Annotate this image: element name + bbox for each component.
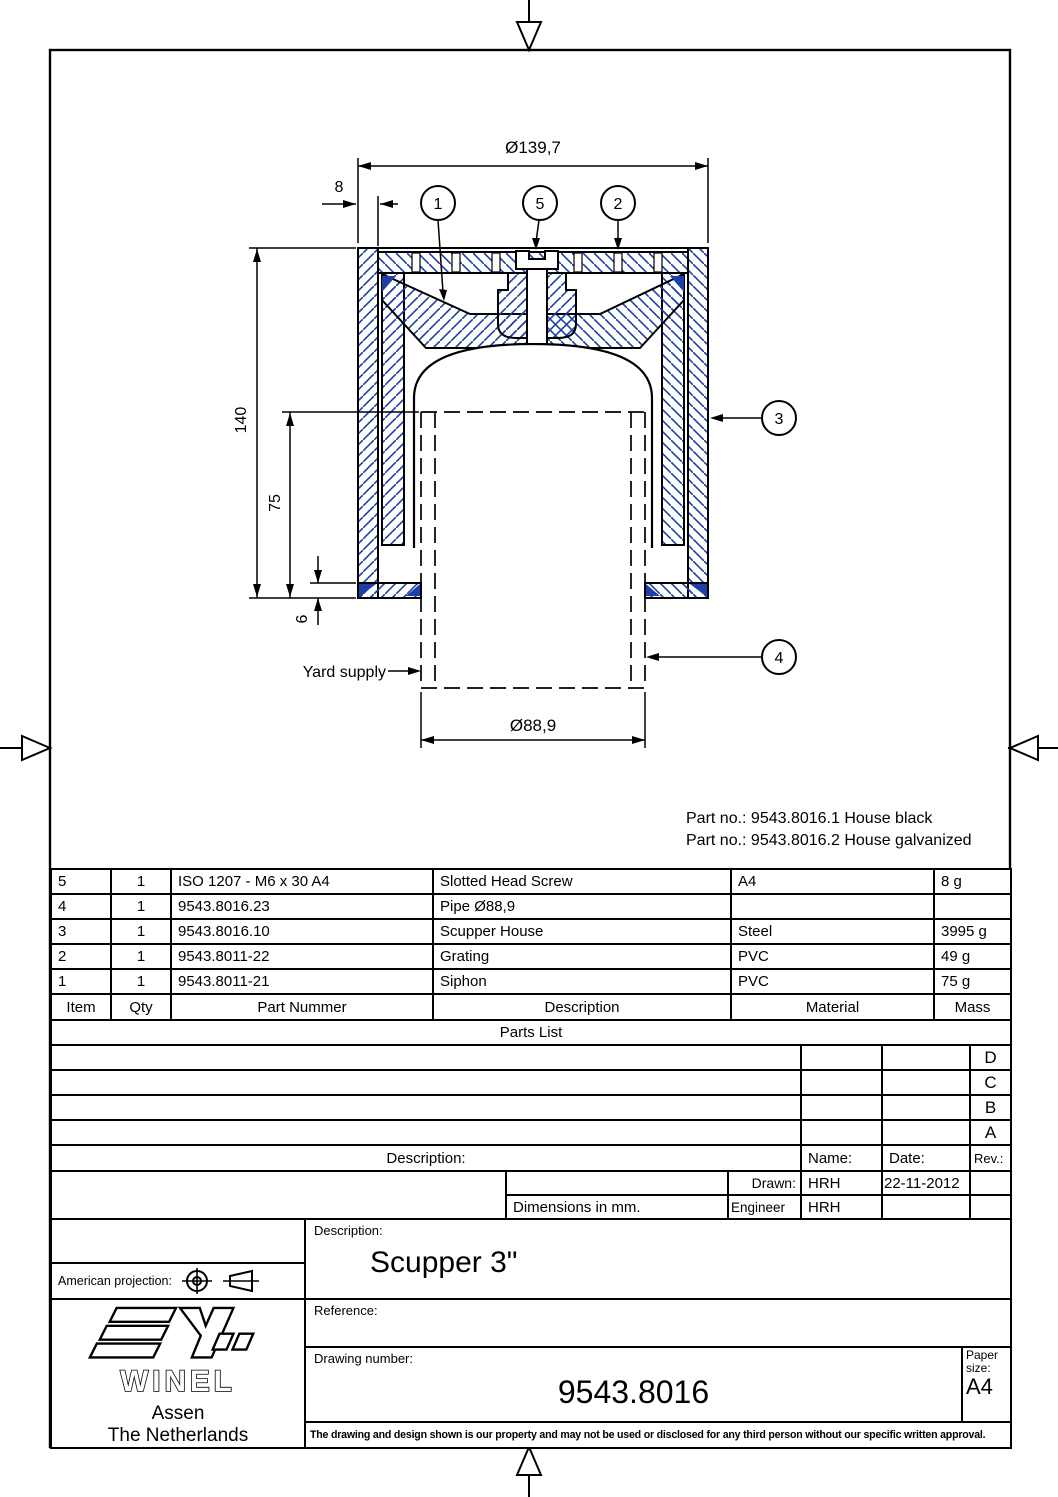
engineer-name: HRH (800, 1194, 883, 1220)
part-note-2: Part no.: 9543.8016.2 House galvanized (686, 832, 972, 849)
engineer-label: Engineer (727, 1194, 802, 1220)
revision-letter: B (969, 1094, 1012, 1121)
drawing-number-label: Drawing number: (314, 1351, 413, 1366)
parts-row-mass: 8 g (933, 868, 1012, 895)
parts-row-material: Steel (730, 918, 935, 945)
parts-row-description: Scupper House (432, 918, 732, 945)
projection-target-icon (180, 1267, 214, 1295)
house-right-wall (688, 248, 708, 598)
title-empty-cell (50, 1170, 507, 1220)
revision-row-empty (50, 1044, 802, 1071)
description-value: Scupper 3" (370, 1246, 518, 1279)
house-left-wall (358, 248, 378, 598)
parts-row-description: Siphon (432, 968, 732, 995)
date-label: Date: (881, 1144, 971, 1172)
parts-header-description: Description (432, 993, 732, 1021)
part-number-notes (686, 808, 972, 852)
rev-label: Rev.: (969, 1144, 1012, 1172)
parts-row-qty: 1 (110, 968, 172, 995)
size-label: size: (966, 1361, 991, 1375)
scupper-section-view (358, 248, 708, 688)
parts-header-mass: Mass (933, 993, 1012, 1021)
parts-row-item: 4 (50, 893, 112, 920)
balloon-1: 1 (433, 196, 443, 213)
balloon-4: 4 (774, 650, 784, 667)
revision-row-empty (881, 1094, 971, 1121)
dim-pipe-diameter: Ø88,9 (509, 716, 557, 735)
parts-row-mass: 75 g (933, 968, 1012, 995)
dimensions-note: Dimensions in mm. (505, 1194, 729, 1220)
parts-row-part-number: 9543.8011-21 (170, 968, 434, 995)
description-label: Description: (314, 1223, 383, 1238)
parts-row-description: Grating (432, 943, 732, 970)
paper-size-value: A4 (966, 1374, 993, 1399)
company-country: The Netherlands (107, 1425, 249, 1446)
company-city: Assen (151, 1403, 205, 1424)
drawn-label: Drawn: (727, 1170, 802, 1196)
drawn-date: 22-11-2012 (881, 1170, 971, 1196)
name-label: Name: (800, 1144, 883, 1172)
parts-list-title: Parts List (50, 1019, 1012, 1046)
parts-header-qty: Qty (110, 993, 172, 1021)
balloon-3: 3 (774, 411, 784, 428)
revision-row-empty (881, 1069, 971, 1096)
revision-row-empty (800, 1069, 883, 1096)
revision-row-empty (50, 1094, 802, 1121)
revision-row-empty (800, 1044, 883, 1071)
dim-total-height: 140 (233, 406, 250, 434)
parts-row-mass: 49 g (933, 943, 1012, 970)
parts-row-item: 5 (50, 868, 112, 895)
parts-row-material: PVC (730, 943, 935, 970)
drawn-name: HRH (800, 1170, 883, 1196)
revision-description-label: Description: (50, 1144, 802, 1172)
parts-row-description: Pipe Ø88,9 (432, 893, 732, 920)
american-projection-cell (50, 1262, 306, 1300)
paper-label: Paper (966, 1348, 999, 1362)
revision-row-empty (881, 1044, 971, 1071)
part-note-1: Part no.: 9543.8016.1 House black (686, 810, 933, 827)
dim-flange-thickness: 6 (294, 614, 311, 624)
parts-row-item: 2 (50, 943, 112, 970)
dim-inner-height: 75 (267, 494, 284, 512)
parts-row-part-number: 9543.8011-22 (170, 943, 434, 970)
drawing-number-value: 9543.8016 (557, 1374, 710, 1410)
revision-row-empty (800, 1119, 883, 1146)
empty-cell (969, 1194, 1012, 1220)
parts-header-item: Item (50, 993, 112, 1021)
balloon-2: 2 (613, 196, 623, 213)
parts-row-material (730, 893, 935, 920)
parts-header-material: Material (730, 993, 935, 1021)
siphon-bell (414, 344, 652, 548)
revision-row-empty (50, 1119, 802, 1146)
parts-row-qty: 1 (110, 893, 172, 920)
parts-row-material: PVC (730, 968, 935, 995)
reference-cell (304, 1298, 1012, 1348)
american-projection-label: American projection: (58, 1274, 172, 1288)
revision-row-empty (50, 1069, 802, 1096)
yard-supply-label: Yard supply (302, 664, 386, 681)
empty-cell (505, 1170, 729, 1196)
parts-row-qty: 1 (110, 918, 172, 945)
empty-cell (881, 1194, 971, 1220)
parts-row-material: A4 (730, 868, 935, 895)
company-cell (50, 1298, 306, 1449)
parts-row-item: 3 (50, 918, 112, 945)
winel-logo (78, 1304, 278, 1403)
revision-letter: D (969, 1044, 1012, 1071)
parts-row-part-number: 9543.8016.10 (170, 918, 434, 945)
reference-label: Reference: (314, 1303, 378, 1318)
winel-wordmark: WINEL (120, 1365, 236, 1399)
projection-cone-icon (222, 1268, 260, 1294)
dim-top-diameter: Ø139,7 (505, 138, 561, 157)
parts-header-part-number: Part Nummer (170, 993, 434, 1021)
description-cell (304, 1218, 1012, 1300)
parts-row-part-number: ISO 1207 - M6 x 30 A4 (170, 868, 434, 895)
revision-letter: C (969, 1069, 1012, 1096)
balloon-5: 5 (535, 196, 545, 213)
parts-row-mass: 3995 g (933, 918, 1012, 945)
parts-row-part-number: 9543.8016.23 (170, 893, 434, 920)
parts-row-item: 1 (50, 968, 112, 995)
parts-row-mass (933, 893, 1012, 920)
parts-row-qty: 1 (110, 868, 172, 895)
disclaimer: The drawing and design shown is our property and may not be used or disclosed for any third person without our specific written approval. (304, 1421, 1012, 1449)
paper-size-cell (961, 1346, 1012, 1423)
empty-cell (50, 1218, 306, 1264)
parts-row-description: Slotted Head Screw (432, 868, 732, 895)
revision-row-empty (881, 1119, 971, 1146)
dim-wall-thickness: 8 (334, 179, 344, 196)
revision-row-empty (800, 1094, 883, 1121)
empty-cell (969, 1170, 1012, 1196)
drawing-number-cell (304, 1346, 963, 1423)
revision-letter: A (969, 1119, 1012, 1146)
parts-row-qty: 1 (110, 943, 172, 970)
